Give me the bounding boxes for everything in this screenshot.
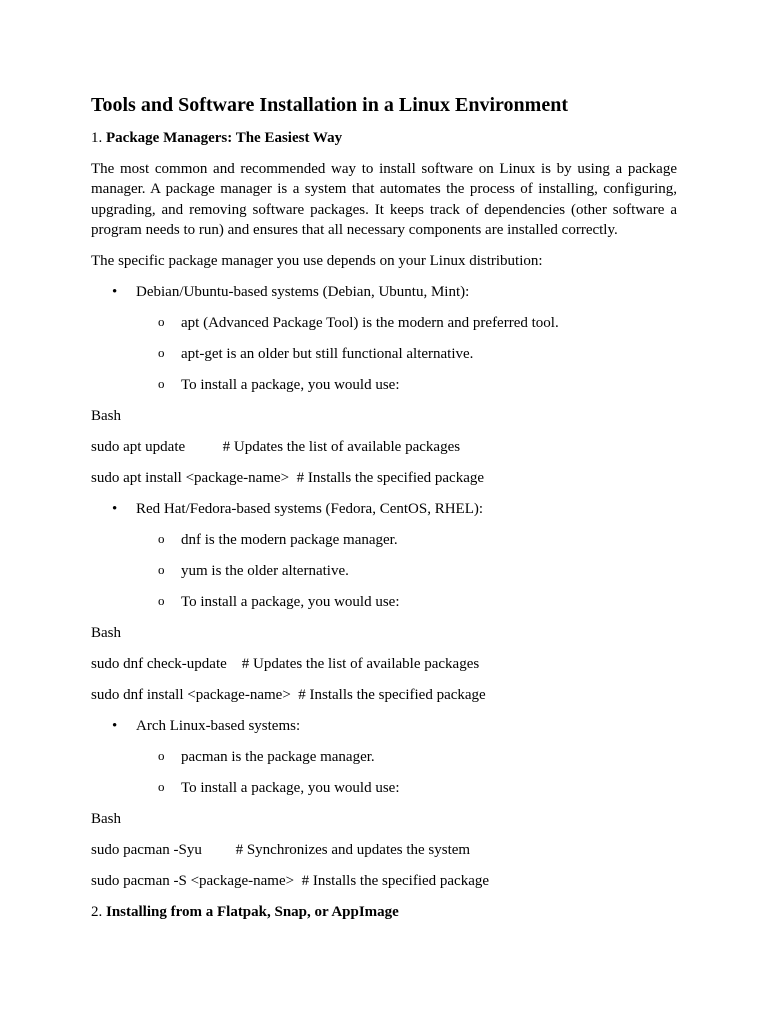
- sub-item: [91, 592, 677, 612]
- section-heading-1: [91, 128, 677, 148]
- bullet-text: Red Hat/Fedora-based systems (Fedora, CentOS, RHEL):: [136, 501, 484, 518]
- sub-bullet-icon: o: [158, 314, 165, 330]
- section-heading-2: [91, 902, 677, 922]
- bullet-item-debian: [91, 282, 677, 302]
- sub-bullet-icon: o: [158, 779, 165, 795]
- code-line: sudo pacman -S <package-name> # Installs the specified package: [91, 873, 490, 890]
- bullet-icon: •: [112, 284, 118, 301]
- sub-item-text: dnf is the modern package manager.: [181, 532, 398, 549]
- code-line: sudo pacman -Syu # Synchronizes and updates the system: [91, 842, 471, 859]
- sub-item: [91, 375, 677, 395]
- sub-item: [91, 313, 677, 333]
- document-content: [91, 92, 677, 933]
- sub-item-text: pacman is the package manager.: [181, 749, 375, 766]
- sub-bullet-icon: o: [158, 345, 165, 361]
- bullet-item-arch: [91, 716, 677, 736]
- document-title: Tools and Software Installation in a Linux Environment: [91, 94, 568, 116]
- distro-paragraph: The specific package manager you use depends on your Linux distribution:: [91, 253, 543, 270]
- bullet-text: Arch Linux-based systems:: [136, 718, 301, 735]
- code-line: sudo dnf install <package-name> # Installs the specified package: [91, 687, 486, 704]
- sub-item: [91, 747, 677, 767]
- sub-bullet-icon: o: [158, 376, 165, 392]
- code-line: sudo apt install <package-name> # Installs the specified package: [91, 470, 485, 487]
- sub-bullet-icon: o: [158, 562, 165, 578]
- sub-item-text: yum is the older alternative.: [181, 563, 349, 580]
- bullet-text: Debian/Ubuntu-based systems (Debian, Ubuntu, Mint):: [136, 284, 470, 301]
- section-title: Installing from a Flatpak, Snap, or AppImage: [106, 904, 399, 921]
- sub-item-text: To install a package, you would use:: [181, 594, 400, 611]
- sub-item-text: apt-get is an older but still functional alternative.: [181, 346, 474, 363]
- sub-item-text: apt (Advanced Package Tool) is the modern and preferred tool.: [181, 315, 559, 332]
- bullet-icon: •: [112, 718, 118, 735]
- code-label: Bash: [91, 625, 121, 642]
- sub-item: [91, 778, 677, 798]
- bullet-icon: •: [112, 501, 118, 518]
- sub-item: [91, 344, 677, 364]
- sub-item: [91, 561, 677, 581]
- sub-bullet-icon: o: [158, 593, 165, 609]
- code-label: Bash: [91, 811, 121, 828]
- bullet-item-redhat: [91, 499, 677, 519]
- sub-item-text: To install a package, you would use:: [181, 377, 400, 394]
- section-number: 2.: [91, 904, 103, 921]
- code-label: Bash: [91, 408, 121, 425]
- section-number: 1.: [91, 130, 103, 146]
- code-line: sudo apt update # Updates the list of available packages: [91, 439, 461, 456]
- code-line: sudo dnf check-update # Updates the list of available packages: [91, 656, 480, 673]
- section-title: Package Managers: The Easiest Way: [106, 130, 343, 146]
- sub-item: [91, 530, 677, 550]
- sub-item-text: To install a package, you would use:: [181, 780, 400, 797]
- sub-bullet-icon: o: [158, 748, 165, 764]
- sub-bullet-icon: o: [158, 531, 165, 547]
- intro-paragraph: The most common and recommended way to install software on Linux is by using a package manager. A package manager is a system that automates the process of installing, configuring, upgrading, and removing software packages. It keeps track of dependencies (other software a program needs to run) and ensures that all necessary components are installed correctly.: [91, 161, 677, 238]
